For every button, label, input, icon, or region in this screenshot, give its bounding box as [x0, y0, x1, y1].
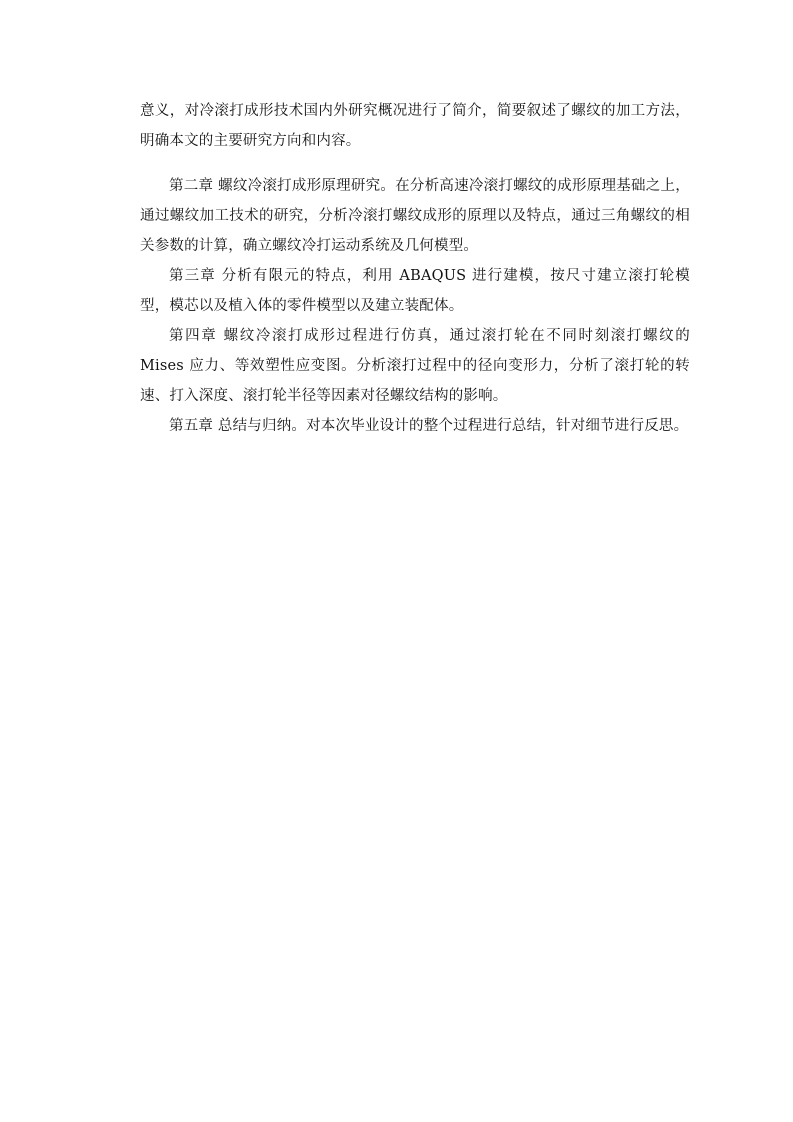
paragraph-chapter-3: 第三章 分析有限元的特点，利用 ABAQUS 进行建模，按尺寸建立滚打轮模型，模芯以及植入体的零件模型以及建立装配体。 [140, 268, 690, 314]
paragraph-chapter-2: 第二章 螺纹冷滚打成形原理研究。在分析高速冷滚打螺纹的成形原理基础之上，通过螺纹加工技术的研究，分析冷滚打螺纹成形的原理以及特点，通过三角螺纹的相关参数的计算，确立螺纹冷打运动系统及几何模型。 [140, 178, 690, 254]
paragraph-chapter-5: 第五章 总结与归纳。对本次毕业设计的整个过程进行总结，针对细节进行反思。 [169, 418, 689, 434]
text-block-chapters [140, 171, 690, 441]
text-block-intro [140, 96, 690, 156]
paragraph-chapter-4: 第四章 螺纹冷滚打成形过程进行仿真，通过滚打轮在不同时刻滚打螺纹的 Mises 应力、等效塑性应变图。分析滚打过程中的径向变形力，分析了滚打轮的转速、打入深度、滚打轮半径等因素对径螺纹结构的影响。 [140, 328, 690, 404]
paragraph-intro-continuation: 意义，对冷滚打成形技术国内外研究概况进行了简介，简要叙述了螺纹的加工方法，明确本文的主要研究方向和内容。 [140, 103, 690, 149]
